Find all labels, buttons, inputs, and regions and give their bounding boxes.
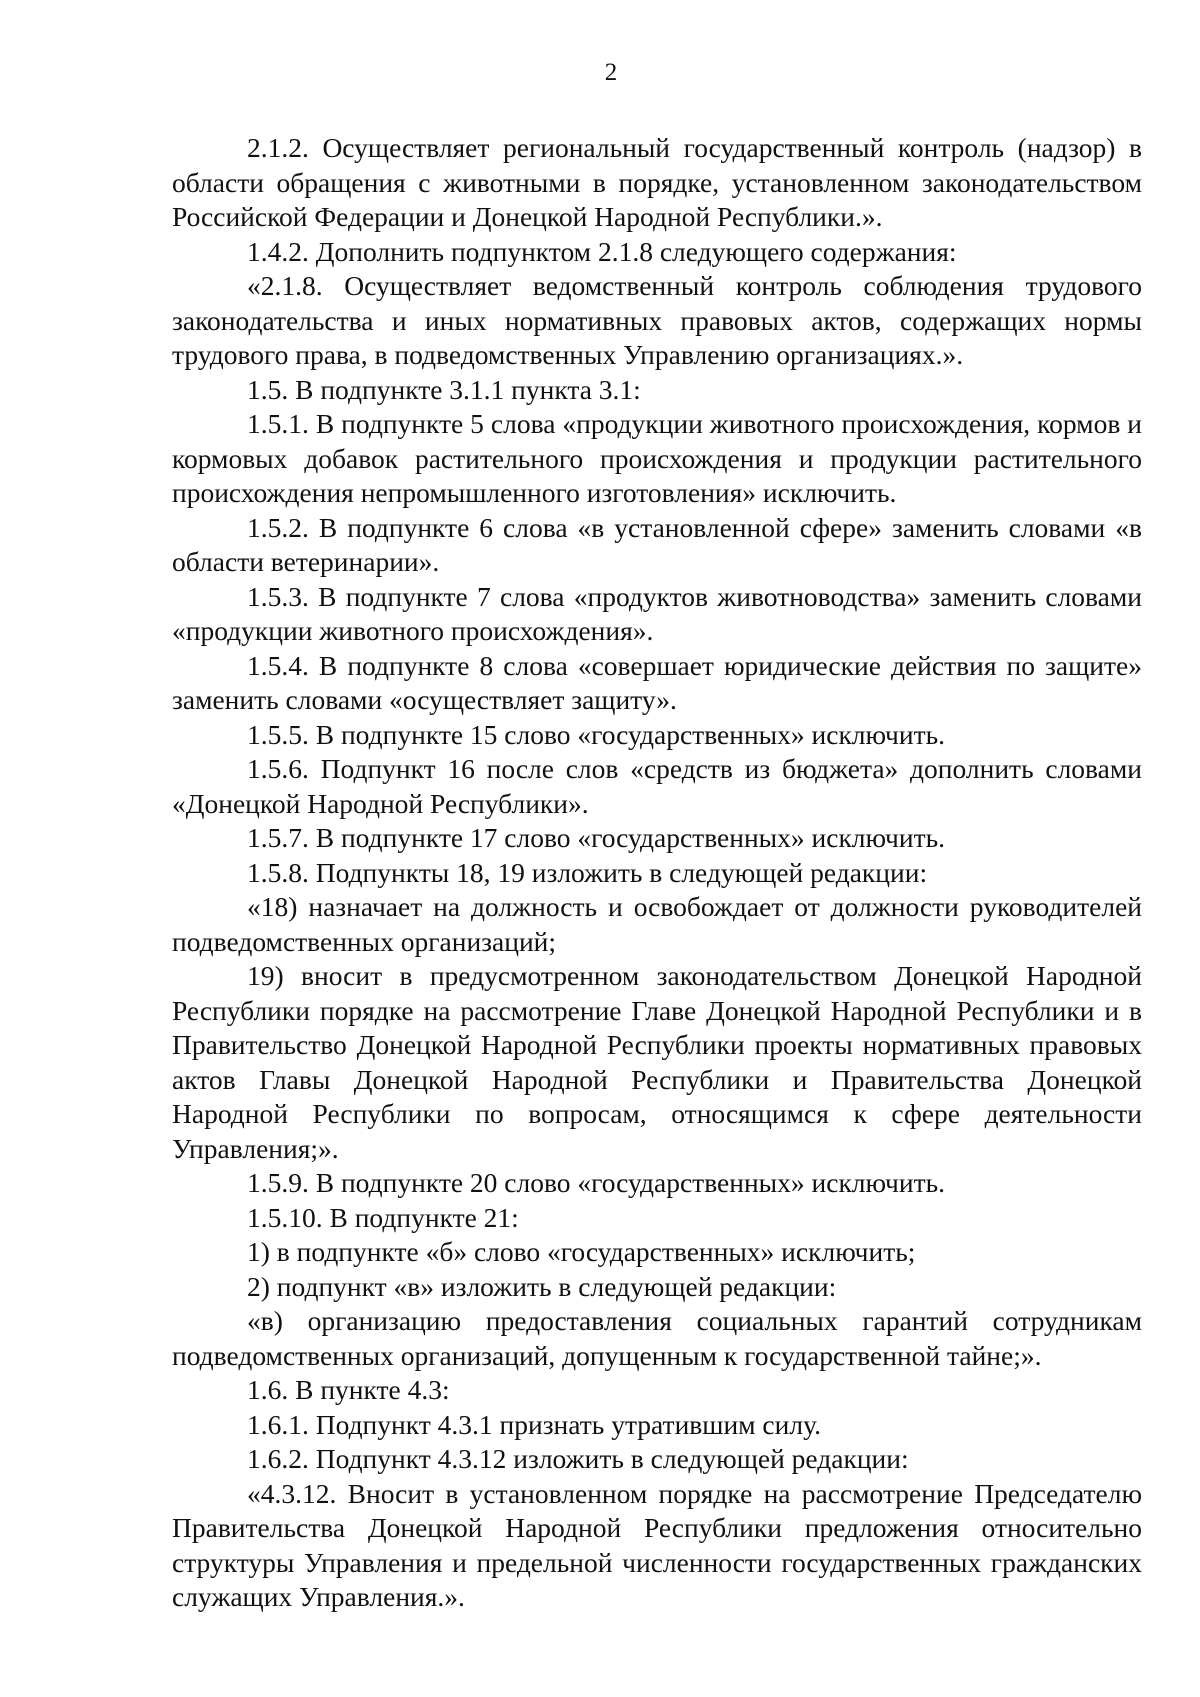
- paragraph: 1.5.9. В подпункте 20 слово «государственных» исключить.: [247, 1167, 946, 1198]
- paragraph: 1.5. В подпункте 3.1.1 пункта 3.1:: [247, 373, 641, 405]
- paragraph: «18) назначает на должность и освобождает от должности руководителей подведомственных организаций;: [172, 891, 1142, 957]
- document-body: [172, 131, 1142, 1615]
- paragraph: 1.4.2. Дополнить подпунктом 2.1.8 следующего содержания:: [247, 235, 957, 267]
- paragraph: «в) организацию предоставления социальных гарантий сотрудникам подведомственных организаций, допущенным к государственной тайне;».: [172, 1305, 1142, 1371]
- paragraph: 1.5.5. В подпункте 15 слово «государственных» исключить.: [247, 718, 946, 750]
- paragraph: 1.5.8. Подпункты 18, 19 изложить в следующей редакции:: [247, 856, 928, 888]
- paragraph: «2.1.8. Осуществляет ведомственный контроль соблюдения трудового законодательства и иных нормативных правовых актов, содержащих нормы трудового права, в подведомственных Управлению организациях.».: [172, 270, 1142, 370]
- paragraph: 1.5.6. Подпункт 16 после слов «средств из бюджета» дополнить словами «Донецкой Народной Республики».: [172, 753, 1142, 819]
- paragraph: 1.6.2. Подпункт 4.3.12 изложить в следующей редакции:: [247, 1443, 909, 1474]
- paragraph: 19) вносит в предусмотренном законодательством Донецкой Народной Республики порядке на рассмотрение Главе Донецкой Народной Республики и в Правительство Донецкой Народной Республики проекты нормативных правовых актов Главы Донецкой Народной Республики и Правительства Донецкой Народной Республики по вопросам, относящимся к сфере деятельности Управления;».: [172, 960, 1142, 1164]
- paragraph: 1.5.7. В подпункте 17 слово «государственных» исключить.: [247, 822, 946, 853]
- paragraph: 1.5.4. В подпункте 8 слова «совершает юридические действия по защите» заменить словами «осуществляет защиту».: [172, 649, 1142, 715]
- paragraph: 1) в подпункте «б» слово «государственных» исключить;: [247, 1236, 916, 1267]
- paragraph: 1.6.1. Подпункт 4.3.1 признать утратившим силу.: [247, 1408, 821, 1440]
- page-number: 2: [604, 59, 618, 86]
- paragraph: 1.5.3. В подпункте 7 слова «продуктов животноводства» заменить словами «продукции животного происхождения».: [172, 580, 1142, 646]
- paragraph: 1.5.10. В подпункте 21:: [247, 1201, 519, 1233]
- paragraph: 1.5.2. В подпункте 6 слова «в установленной сфере» заменить словами «в области ветеринарии».: [172, 511, 1142, 577]
- paragraph: «4.3.12. Вносит в установленном порядке на рассмотрение Председателю Правительства Донецкой Народной Республики предложения относительно структуры Управления и предельной численности государственных гражданских служащих Управления.».: [172, 1477, 1142, 1612]
- paragraph: 1.6. В пункте 4.3:: [247, 1374, 450, 1405]
- paragraph: 2) подпункт «в» изложить в следующей редакции:: [247, 1270, 837, 1302]
- paragraph: 1.5.1. В подпункте 5 слова «продукции животного происхождения, кормов и кормовых добавок растительного происхождения и продукции растительного происхождения непромышленного изготовления» исключить.: [172, 408, 1142, 508]
- paragraph: 2.1.2. Осуществляет региональный государственный контроль (надзор) в области обращения с животными в порядке, установленном законодательством Российской Федерации и Донецкой Народной Республики.».: [172, 132, 1142, 232]
